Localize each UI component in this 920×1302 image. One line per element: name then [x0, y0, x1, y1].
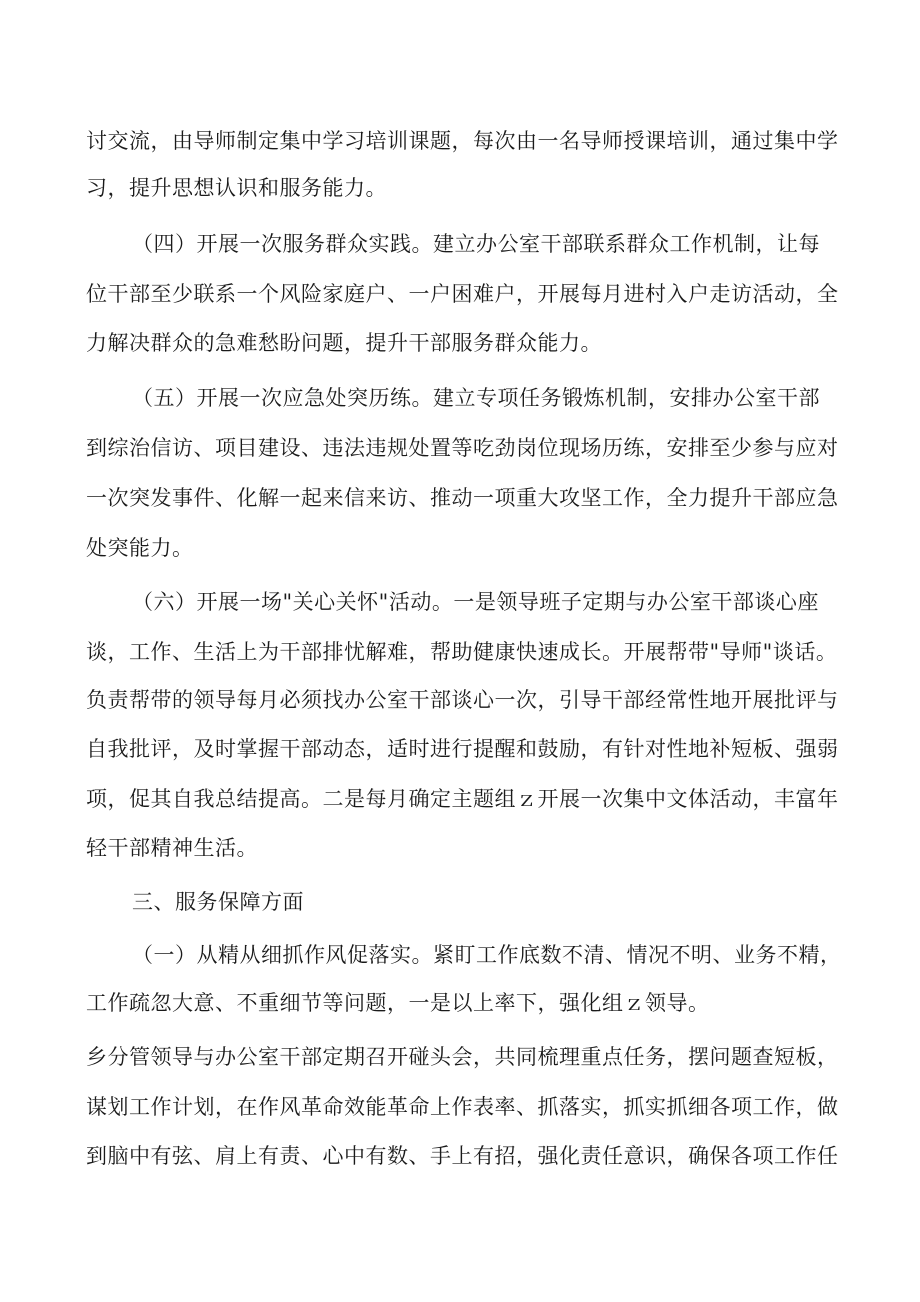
paragraph-heading-6: （六）开展一场"关心关怀"活动。一是领导班子定期与办公室干部谈心座: [132, 590, 819, 614]
text-line: 谈，工作、生活上为干部排忧解难，帮助健康快速成长。开展帮带"导师"谈话。: [86, 640, 838, 664]
text-line: 负责帮带的领导每月必须找办公室干部谈心一次，引导干部经常性地开展批评与: [86, 688, 839, 712]
text-line: 轻干部精神生活。: [86, 836, 258, 860]
text-line: 位干部至少联系一个风险家庭户、一户困难户，开展每月进村入户走访活动，全: [86, 282, 839, 306]
text-line: 到脑中有弦、肩上有责、心中有数、手上有招，强化责任意识，确保各项工作任: [86, 1144, 839, 1168]
text-line: 谋划工作计划，在作风革命效能革命上作表率、抓落实，抓实抓细各项工作，做: [86, 1095, 839, 1119]
text-line: 自我批评，及时掌握干部动态，适时进行提醒和鼓励，有针对性地补短板、强弱: [86, 737, 839, 761]
text-line: 处突能力。: [86, 536, 194, 560]
paragraph-heading-4: （四）开展一次服务群众实践。建立办公室干部联系群众工作机制，让每: [132, 232, 820, 256]
text-line: 工作疏忽大意、不重细节等问题，一是以上率下，强化组ｚ领导。: [86, 991, 710, 1015]
text-line: 到综治信访、项目建设、违法违规处置等吃劲岗位现场历练，安排至少参与应对: [86, 436, 839, 460]
text-line: 讨交流，由导师制定集中学习培训课题，每次由一名导师授课培训，通过集中学: [86, 129, 839, 153]
paragraph-heading-5: （五）开展一次应急处突历练。建立专项任务锻炼机制，安排办公室干部: [132, 386, 820, 410]
text-line: 习，提升思想认识和服务能力。: [86, 176, 387, 200]
paragraph-heading-1: （一）从精从细抓作风促落实。紧盯工作底数不清、情况不明、业务不精，: [132, 943, 842, 967]
text-line: 一次突发事件、化解一起来信来访、推动一项重大攻坚工作，全力提升干部应急: [86, 486, 839, 510]
text-line: 力解决群众的急难愁盼问题，提升干部服务群众能力。: [86, 331, 602, 355]
section-heading: 三、服务保障方面: [132, 890, 304, 914]
text-line: 项，促其自我总结提高。二是每月确定主题组ｚ开展一次集中文体活动，丰富年: [86, 787, 839, 811]
text-line: 乡分管领导与办公室干部定期召开碰头会，共同梳理重点任务，摆问题查短板，: [86, 1045, 839, 1069]
